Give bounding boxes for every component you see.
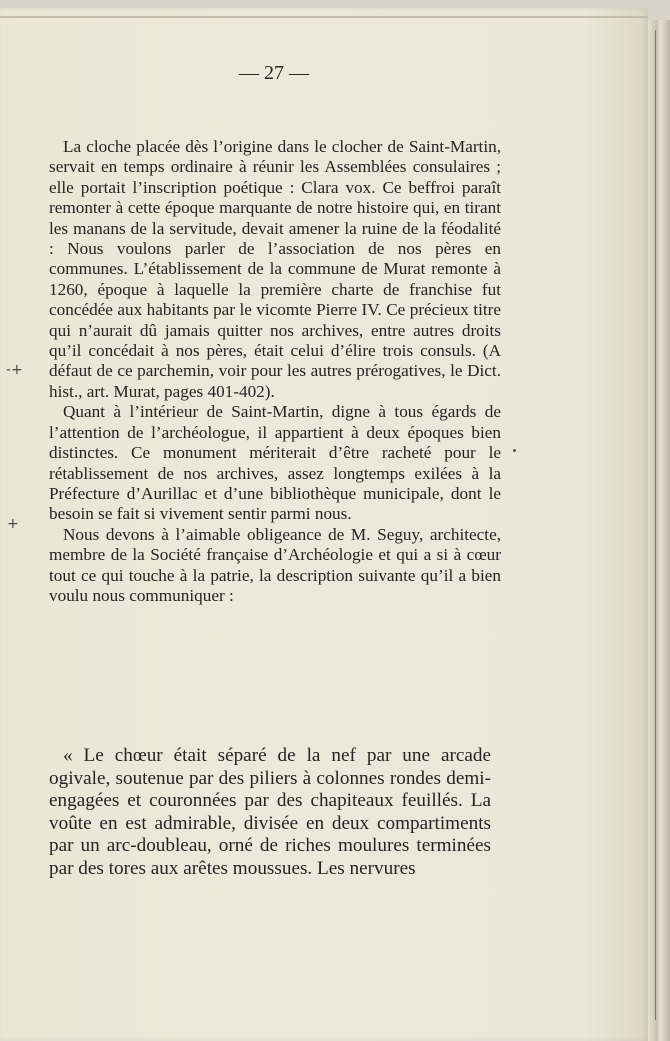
page-number: — 27 —: [239, 62, 309, 84]
page-top-edge: [0, 16, 648, 18]
page-fore-edge: [648, 20, 670, 1041]
margin-mark-1: -+: [6, 362, 23, 378]
quoted-description: [49, 745, 491, 881]
margin-mark-2: +: [7, 516, 19, 532]
ink-speck: [513, 449, 516, 452]
main-text: [49, 137, 501, 606]
fore-edge-line: [655, 30, 656, 1020]
paragraph-bells: La cloche placée dès l’origine dans le clocher de Saint-Martin, servait en temps ordinaire à réunir les Assemblées consulaires ; elle portait l’inscription poétique : Clara vox. Ce beffroi paraît remonter à cette époque marquante de notre histoire qui, en tirant les manans de la servitude, devait amener la ruine de la féodalité : Nous voulons parler de l’association de nos pères en communes. L’établissement de la commune de Murat remonte à 1260, époque à laquelle la première charte de franchise fut concédée aux habitants par le vicomte Pierre IV. Ce précieux titre qui n’aurait dû jamais quitter nos archives, entre autres droits qu’il concédait à nos pères, était celui d’élire trois consuls. (A défaut de ce parchemin, voir pour les autres prérogatives, le Dict. hist., art. Murat, pages 401-402).: [49, 137, 501, 401]
quote-paragraph: « Le chœur était séparé de la nef par une arcade ogivale, soutenue par des piliers à colonnes rondes demi-engagées et couronnées par des chapiteaux feuillés. La voûte en est admirable, divisée en deux compartiments par un arc-doubleau, orné de riches moulures terminées par des tores aux arêtes moussues. Les nervures: [49, 745, 491, 879]
paragraph-interior: Quant à l’intérieur de Saint-Martin, digne à tous égards de l’attention de l’archéologue, il appartient à deux époques bien distinctes. Ce monument mériterait d’être racheté pour le rétablissement de nos archives, assez longtemps exilées à la Préfecture d’Aurillac et d’une bibliothèque municipale, dont le besoin se fait si vivement sentir parmi nous.: [49, 402, 501, 524]
paragraph-acknowledgement: Nous devons à l’aimable obligeance de M. Seguy, architecte, membre de la Société française d’Archéologie et qui a si à cœur tout ce qui touche à la patrie, la description suivante qu’il a bien voulu nous communiquer :: [49, 524, 501, 605]
